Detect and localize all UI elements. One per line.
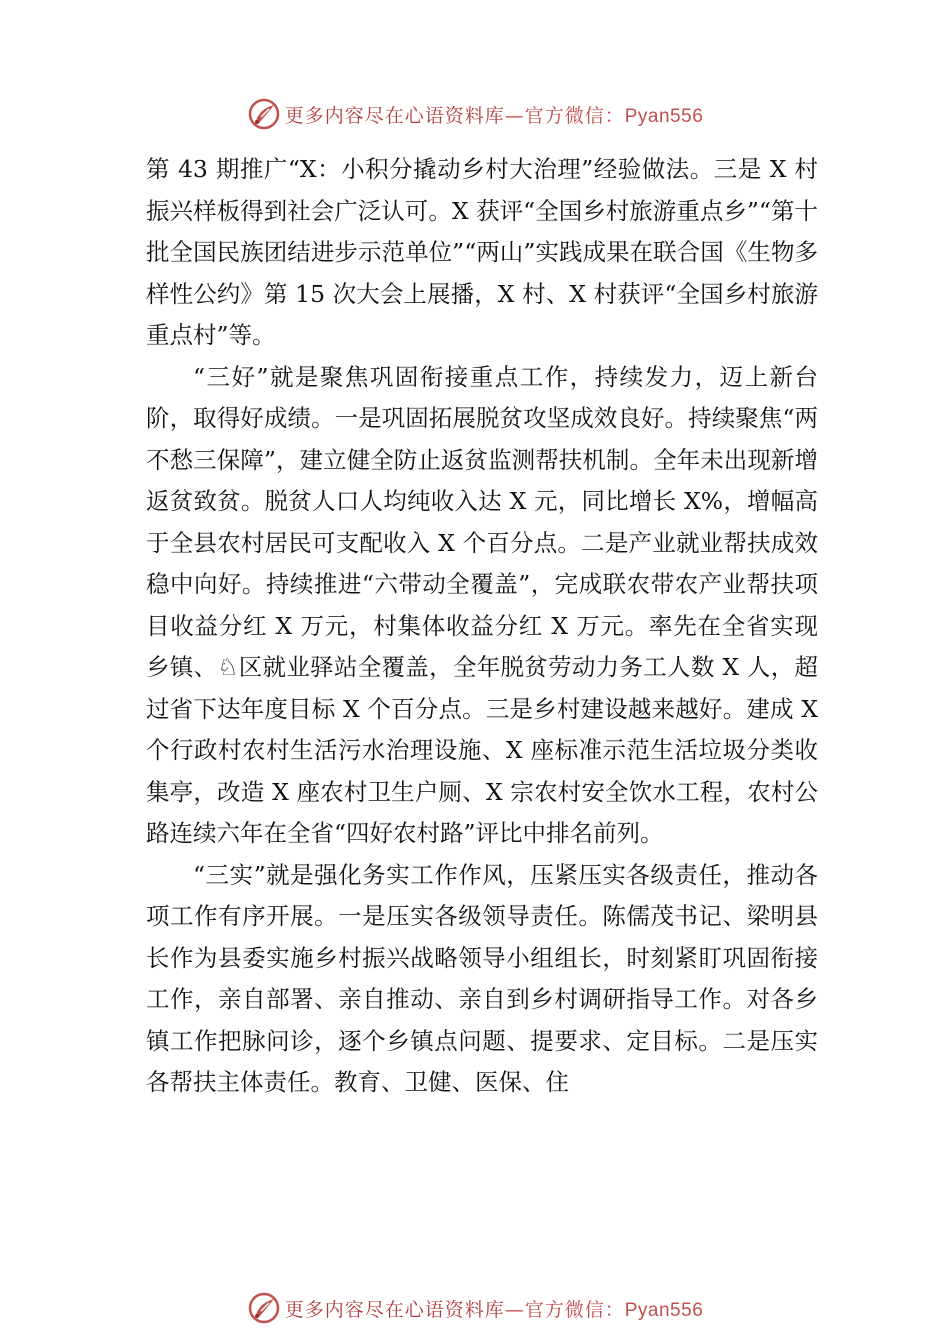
footer-brand: 更多内容尽在心语资料库 [284,1298,505,1321]
footer-watermark [0,1288,950,1328]
footer-separator: — [504,1298,525,1321]
header-wechat-id: Pyan556 [624,105,704,127]
footer-banner-text [285,1295,704,1322]
header-banner-text [285,101,704,128]
paragraph-continuation: 第 43 期推广“X：小积分撬动乡村大治理”经验做法。三是 X 村振兴样板得到社会广泛认可。X 获评“全国乡村旅游重点乡”“第十批全国民族团结进步示范单位”“两山”实践成果在联合国《生物多样性公约》第 15 次大会上展播，X 村、X 村获评“全国乡村旅游重点村”等。 [146,155,818,349]
brand-logo-icon [247,97,281,131]
brand-logo-icon [247,1291,281,1325]
footer-wechat-id: Pyan556 [624,1299,704,1321]
paragraph-san-shi: “三实”就是强化务实工作作风，压紧压实各级责任，推动各项工作有序开展。一是压实各级领导责任。陈儒茂书记、梁明县长作为县委实施乡村振兴战略领导小组组长，时刻紧盯巩固衔接工作，亲自部署、亲自推动、亲自到乡村调研指导工作。对各乡镇工作把脉问诊，逐个乡镇点问题、提要求、定目标。二是压实各帮扶主体责任。教育、卫健、医保、住 [146,860,818,1096]
footer-wechat-label: 官方微信： [524,1298,625,1321]
header-separator: — [504,104,525,127]
header-watermark [0,94,950,134]
paragraph-san-hao: “三好”就是聚焦巩固衔接重点工作，持续发力，迈上新台阶，取得好成绩。一是巩固拓展脱贫攻坚成效良好。持续聚焦“两不愁三保障”，建立健全防止返贫监测帮扶机制。全年未出现新增返贫致贫。脱贫人口人均纯收入达 X 元，同比增长 X%，增幅高于全县农村居民可支配收入 X 个百分点。二是产业就业帮扶成效稳中向好。持续推进“六带动全覆盖”，完成联农带农产业帮扶项目收益分红 X 万元，村集体收益分红 X 万元。率先在全省实现乡镇、♘区就业驿站全覆盖，全年脱贫劳动力务工人数 X 人，超过省下达年度目标 X 个百分点。三是乡村建设越来越好。建成 X 个行政村农村生活污水治理设施、X 座标准示范生活垃圾分类收集亭，改造 X 座农村卫生户厕、X 宗农村安全饮水工程，农村公路连续六年在全省“四好农村路”评比中排名前列。 [146,362,818,847]
document-body [146,149,818,1104]
header-brand: 更多内容尽在心语资料库 [284,104,505,127]
header-wechat-label: 官方微信： [524,104,625,127]
